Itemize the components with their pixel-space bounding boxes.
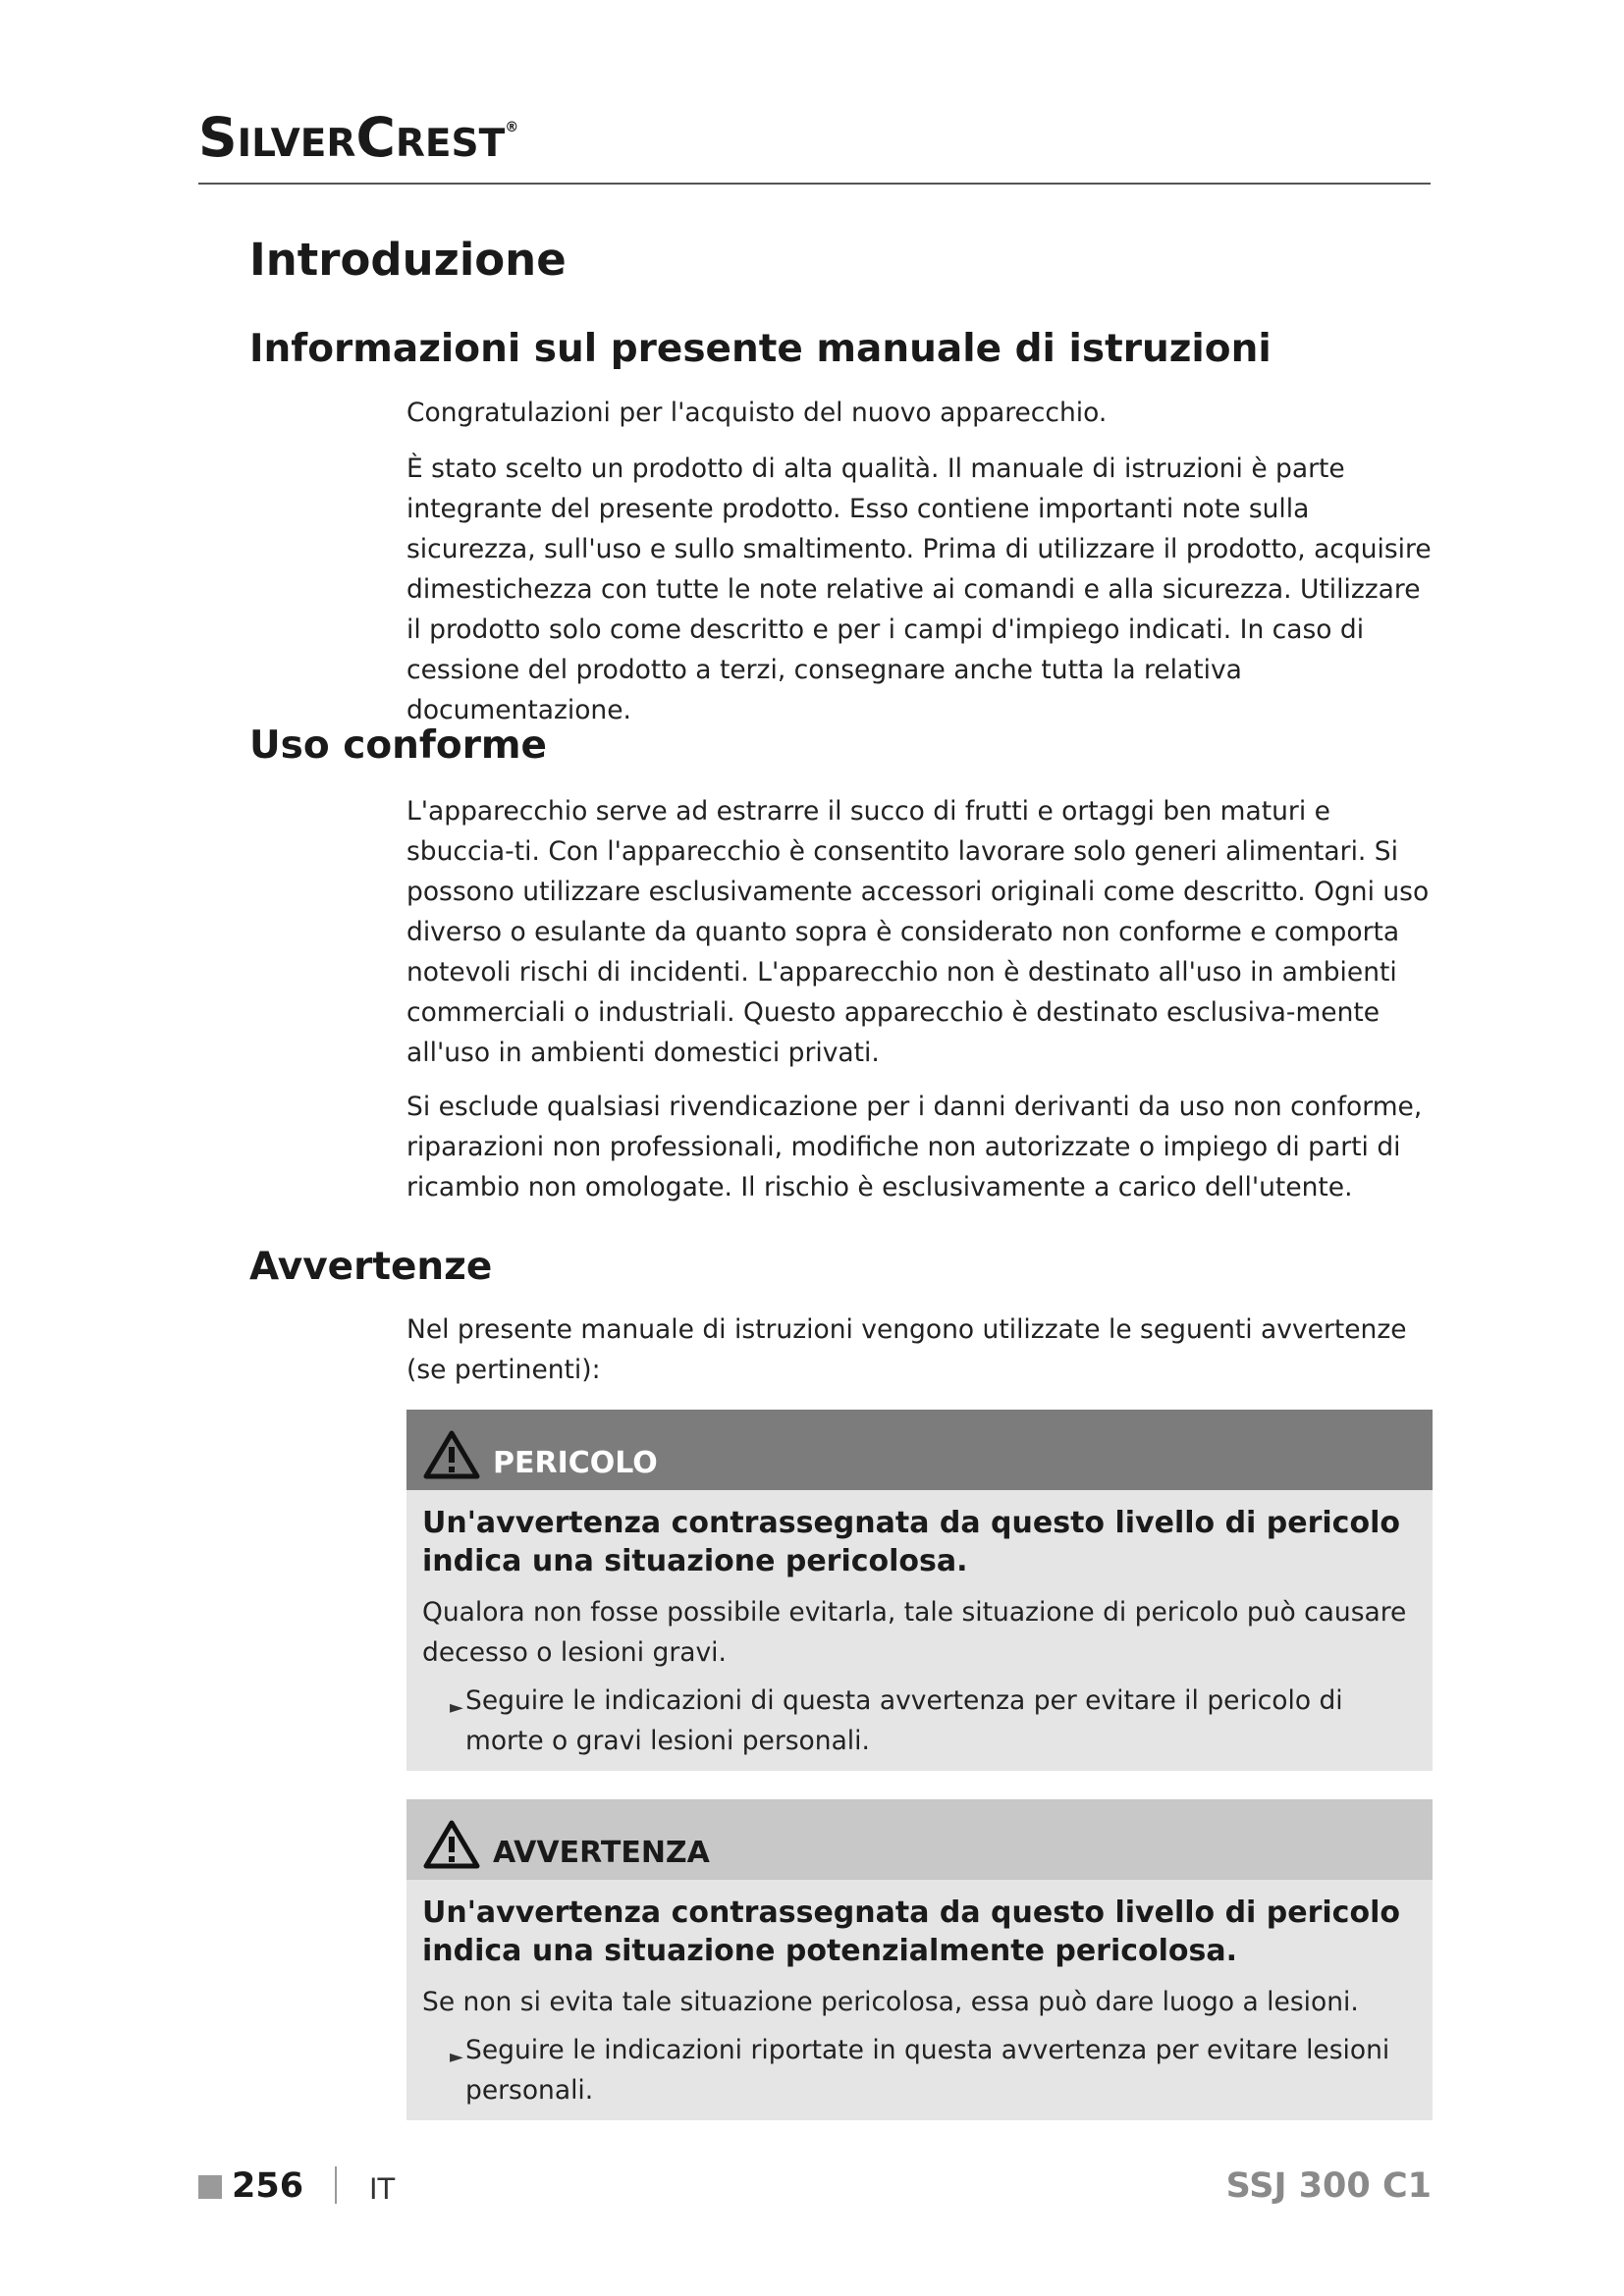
model-number: SSJ 300 C1 xyxy=(1225,2166,1432,2206)
warning-body-text: Se non si evita tale situazione pericolosa, essa può dare luogo a lesioni. xyxy=(422,1987,1359,2017)
section-heading-info: Informazioni sul presente manuale di istruzioni xyxy=(249,327,1272,371)
danger-box xyxy=(406,1410,1433,1771)
danger-bold-text: Un'avvertenza contrassegnata da questo livello di pericolo indica una situazione pericolosa. xyxy=(422,1506,1400,1578)
danger-box-header xyxy=(406,1410,1433,1490)
footer-divider xyxy=(335,2166,337,2204)
warning-label: AVVERTENZA xyxy=(493,1836,710,1870)
warning-triangle-icon xyxy=(422,1429,481,1480)
warning-box xyxy=(406,1799,1433,2120)
uso-paragraph-1: L'apparecchio serve ad estrarre il succo di frutti e ortaggi ben maturi e sbuccia-ti. Con l'apparecchio è consentito lavorare solo generi alimentari. Si possono utilizzare esclusivamente accessori originali come descritto. Ogni uso diverso o esulante da quanto sopra è considerato non conforme e comporta notevoli rischi di incidenti. L'apparecchio non è destinato all'uso in ambienti commerciali o industriali. Questo apparecchio è destinato esclusiva-mente all'uso in ambienti domestici privati. xyxy=(406,796,1430,1068)
warning-box-header xyxy=(406,1799,1433,1880)
danger-label: PERICOLO xyxy=(493,1446,658,1480)
bullet-triangle-icon: ► xyxy=(450,1697,463,1718)
info-paragraph-2: È stato scelto un prodotto di alta qualità. Il manuale di istruzioni è parte integrante del presente prodotto. Esso contiene importanti note sulla sicurezza, sull'uso e sullo smaltimento. Prima di utilizzare il prodotto, acquisire dimestichezza con tutte le note relative ai comandi e alla sicurezza. Utilizzare il prodotto solo come descritto e per i campi d'impiego indicati. In caso di cessione del prodotto a terzi, consegnare anche tutta la relativa documentazione. xyxy=(406,454,1432,725)
warning-bold-text: Un'avvertenza contrassegnata da questo livello di pericolo indica una situazione potenzialmente pericolosa. xyxy=(422,1896,1400,1968)
section-heading-uso: Uso conforme xyxy=(249,723,548,768)
header-rule xyxy=(198,183,1431,185)
warning-bullet-text: Seguire le indicazioni riportate in questa avvertenza per evitare lesioni personali. xyxy=(465,2035,1390,2106)
warning-bullet xyxy=(406,2022,1433,2120)
section-heading-avvertenze: Avvertenze xyxy=(249,1245,493,1289)
warning-triangle-icon xyxy=(422,1819,481,1870)
footer-square-icon xyxy=(198,2175,222,2199)
bullet-triangle-icon: ► xyxy=(450,2047,463,2067)
language-code: IT xyxy=(369,2172,396,2206)
avvertenze-paragraph: Nel presente manuale di istruzioni vengono utilizzate le seguenti avvertenze (se pertinenti): xyxy=(406,1314,1407,1385)
page-number: 256 xyxy=(232,2166,304,2206)
danger-body-text: Qualora non fosse possibile evitarla, tale situazione di pericolo può causare decesso o lesioni gravi. xyxy=(422,1597,1407,1668)
brand-logo: SilverCrest® xyxy=(198,106,519,169)
info-paragraph-1: Congratulazioni per l'acquisto del nuovo apparecchio. xyxy=(406,398,1108,428)
danger-bullet-text: Seguire le indicazioni di questa avvertenza per evitare il pericolo di morte o gravi lesioni personali. xyxy=(465,1685,1343,1756)
danger-bullet xyxy=(406,1673,1433,1771)
page-title: Introduzione xyxy=(249,234,567,286)
uso-paragraph-2: Si esclude qualsiasi rivendicazione per i danni derivanti da uso non conforme, riparazioni non professionali, modifiche non autorizzate o impiego di parti di ricambio non omologate. Il rischio è esclusivamente a carico dell'utente. xyxy=(406,1092,1423,1202)
